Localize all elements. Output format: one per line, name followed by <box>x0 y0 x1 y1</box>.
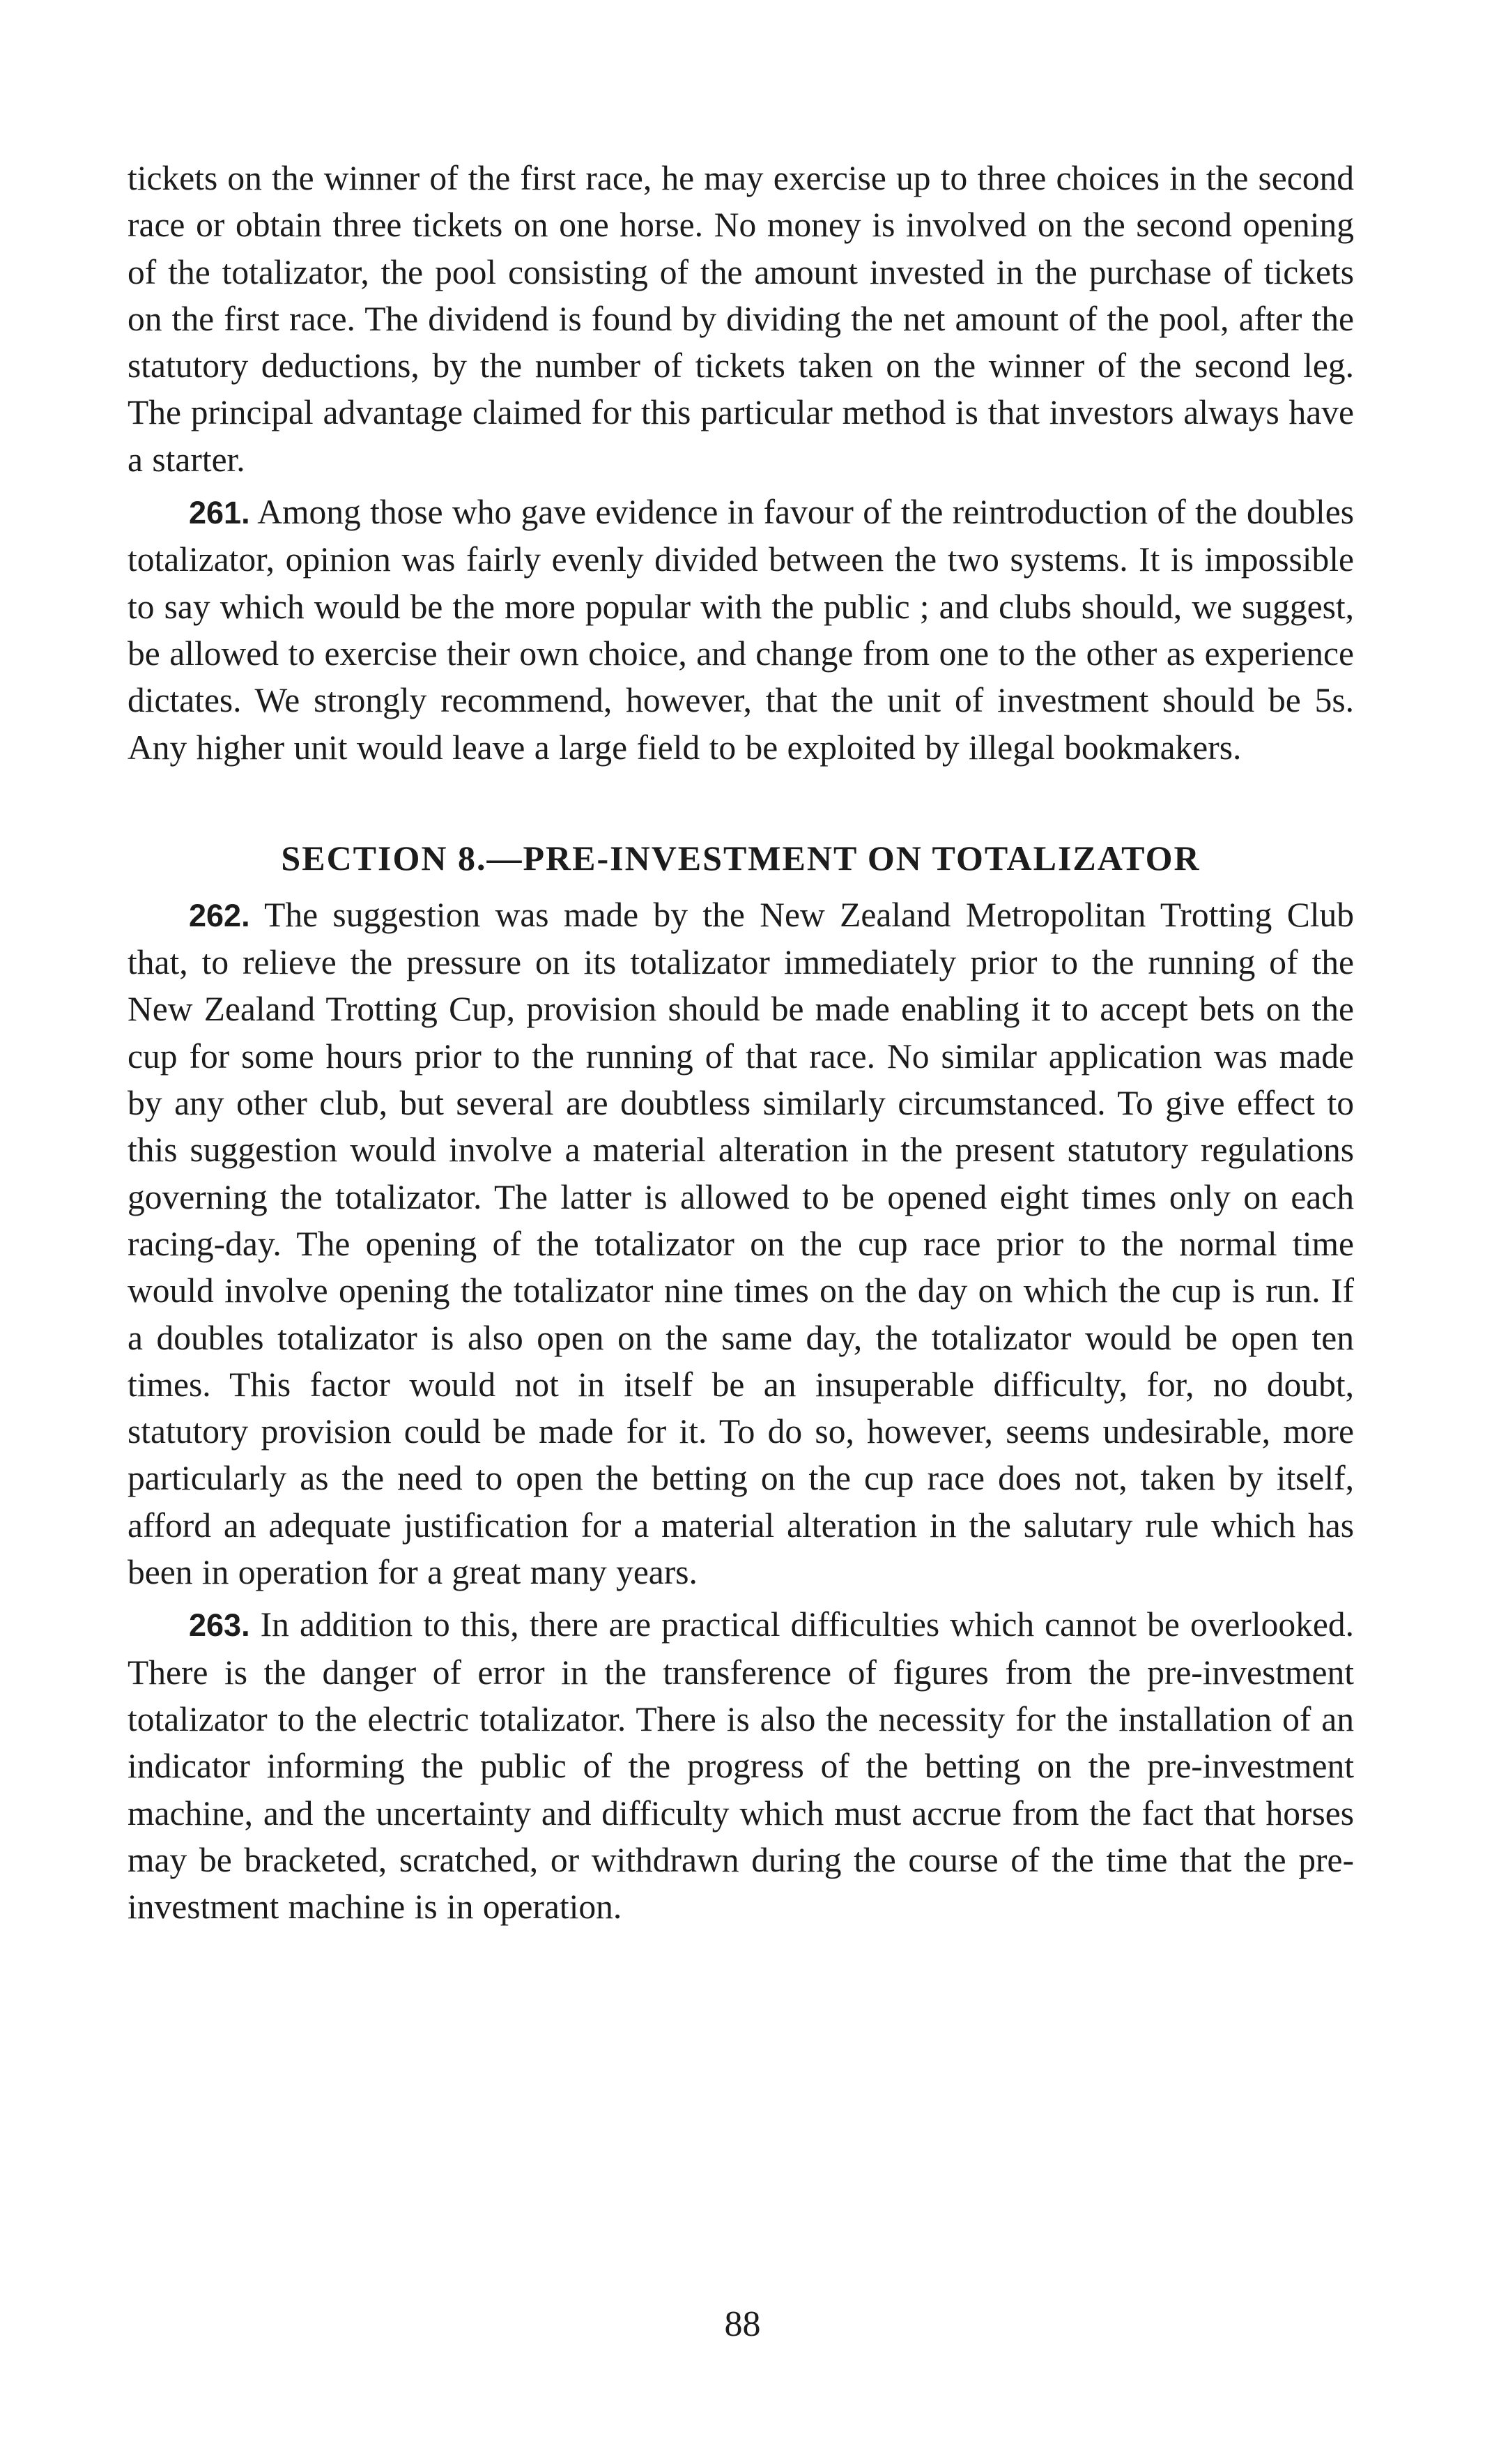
page-number: 88 <box>724 2304 761 2344</box>
paragraph-text: Among those who gave evidence in favour of the reintroduction of the doubles totalizator, opinion was fairly evenly divided between the two systems. It is impossible to say which would be the more popular with the public ; and clubs should, we suggest, be allowed to exercise their own choice, and change from one to the other as experience dictates. We strongly recommend, however, that the unit of investment should be 5s. Any higher unit would leave a large field to be exploited by illegal bookmakers. <box>128 493 1354 767</box>
paragraph-number: 263. <box>189 1607 250 1644</box>
paragraph-number: 261. <box>189 495 250 531</box>
document-page <box>128 155 1354 1930</box>
paragraph-text: In addition to this, there are practical difficulties which cannot be overlooked. There is the danger of error in the transference of figures from the pre-investment totalizator to the electric totalizator. There is also the necessity for the installation of an indicator informing the public of the progress of the betting on the pre-investment machine, and the uncertainty and difficulty which must accrue from the fact that horses may be bracketed, scratched, or withdrawn during the course of the time that the pre-investment machine is in operation. <box>128 1605 1354 1927</box>
continuation-paragraph: tickets on the winner of the first race, he may exercise up to three choices in the second race or obtain three tickets on one horse. No money is involved on the second opening of the totalizator, the pool consisting of the amount invested in the purchase of tickets on the first race. The dividend is found by dividing the net amount of the pool, after the statutory deductions, by the number of tickets taken on the winner of the second leg. The principal advantage claimed for this particular method is that investors always have a starter. <box>128 159 1354 479</box>
paragraph-number: 262. <box>189 897 250 933</box>
paragraph-262 <box>128 892 1354 1596</box>
paragraph-text: The suggestion was made by the New Zealand Metropolitan Trotting Club that, to relieve the pressure on its totalizator immediately prior to the running of the New Zealand Trotting Cup, provision should be made enabling it to accept bets on the cup for some hours prior to the running of that race. No similar application was made by any other club, but several are doubtless similarly circumstanced. To give effect to this suggestion would involve a material alteration in the present statutory regulations governing the totalizator. The latter is allowed to be opened eight times only on each racing-day. The opening of the totalizator on the cup race prior to the normal time would involve opening the totalizator nine times on the day on which the cup is run. If a doubles totalizator is also open on the same day, the totalizator would be open ten times. This factor would not in itself be an insuperable difficulty, for, no doubt, statutory provision could be made for it. To do so, however, seems undesirable, more particularly as the need to open the betting on the cup race does not, taken by itself, afford an adequate justification for a material alteration in the salutary rule which has been in operation for a great many years. <box>128 895 1354 1592</box>
paragraph-261 <box>128 489 1354 771</box>
section-heading: SECTION 8.—PRE-INVESTMENT ON TOTALIZATOR <box>281 838 1201 878</box>
paragraph-263 <box>128 1601 1354 1930</box>
